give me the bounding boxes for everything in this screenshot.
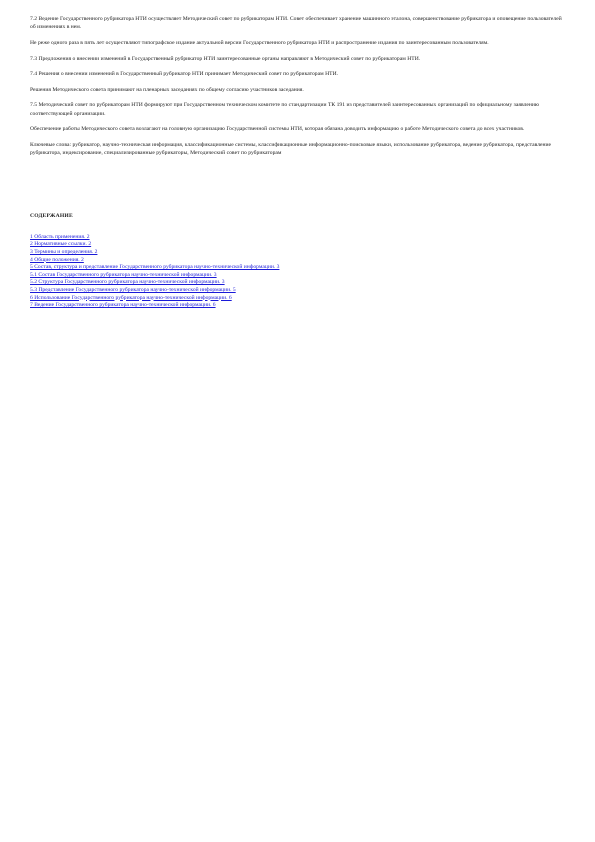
document-body (30, 15, 565, 310)
paragraph-7-4: 7.4 Решения о внесении изменений в Государственный рубрикатор НТИ принимает Методический совет по рубрикаторам НТИ. (30, 71, 339, 78)
toc-item (30, 295, 565, 303)
toc-link-4[interactable]: 4 Общие положения. 2 (30, 256, 84, 263)
toc-link-5-2[interactable]: 5.2 Структура Государственного рубрикатора научно-технической информации. 3 (30, 279, 225, 286)
paragraph-7-3: 7.3 Предложения о внесении изменений в Государственный рубрикатор НТИ заинтересованные органы направляют в Методический совет по рубрикаторам НТИ. (30, 55, 421, 62)
toc-item (30, 287, 565, 295)
toc-link-1[interactable]: 1 Область применения. 2 (30, 233, 90, 240)
toc-link-6[interactable]: 6 Использование Государственного рубрикатора научно-технической информации. 6 (30, 294, 232, 301)
toc-item (30, 249, 565, 257)
keywords-paragraph: Ключевые слова: рубрикатор, научно-техническая информация, классификационные системы, классификационные информационно-поисковые языки, использование рубрикатора, ведение рубрикатора, представление рубрикатора, индексирование, специализированные рубрикаторы, Методический совет по рубрикаторам (30, 141, 552, 157)
paragraph-decisions: Решения Методического совета принимают на пленарных заседаниях по общему согласию участников заседания. (30, 86, 304, 93)
toc-item (30, 279, 565, 287)
toc-item (30, 234, 565, 242)
toc-link-5-3[interactable]: 5.3 Представление Государственного рубрикатора научно-технической информации. 5 (30, 286, 236, 293)
toc-heading: СОДЕРЖАНИЕ (30, 212, 73, 219)
toc-item (30, 241, 565, 249)
toc-link-3[interactable]: 3 Термины и определения. 2 (30, 248, 98, 255)
toc-item (30, 302, 565, 310)
toc-link-2[interactable]: 2 Нормативные ссылки. 2 (30, 241, 92, 248)
paragraph-publication: Не реже одного раза в пять лет осуществляют типографское издание актуальной версии Государственного рубрикатора НТИ и распространение издания по заинтересованным пользователям. (30, 40, 489, 46)
paragraph-7-5: 7.5 Методический совет по рубрикаторам НТИ формируют при Государственном техническом комитете по стандартизации ТК 191 из представителей заинтересованных организаций по официальному заявлению соответствующей организации. (30, 102, 540, 117)
toc-item (30, 264, 565, 272)
toc-link-5[interactable]: 5 Состав, структура и представление Государственного рубрикатора научно-технической информации. 3 (30, 264, 280, 271)
toc-link-7[interactable]: 7 Ведение Государственного рубрикатора научно-технической информации. 6 (30, 302, 216, 309)
table-of-contents (30, 234, 565, 310)
paragraph-support: Обеспечение работы Методического совета возлагают на головную организацию Государственной системы НТИ, которая обязана доводить информацию о работе Методического совета до всех участников. (30, 126, 525, 133)
toc-link-5-1[interactable]: 5.1 Состав Государственного рубрикатора научно-технической информации. 3 (30, 271, 217, 278)
paragraph-7-2: 7.2 Ведение Государственного рубрикатора НТИ осуществляет Методический совет по рубрикаторам НТИ. Совет обеспечивает хранение машинного эталона, совершенствование рубрикатора и оповещение пользователей об изменениях в нем. (30, 16, 562, 31)
